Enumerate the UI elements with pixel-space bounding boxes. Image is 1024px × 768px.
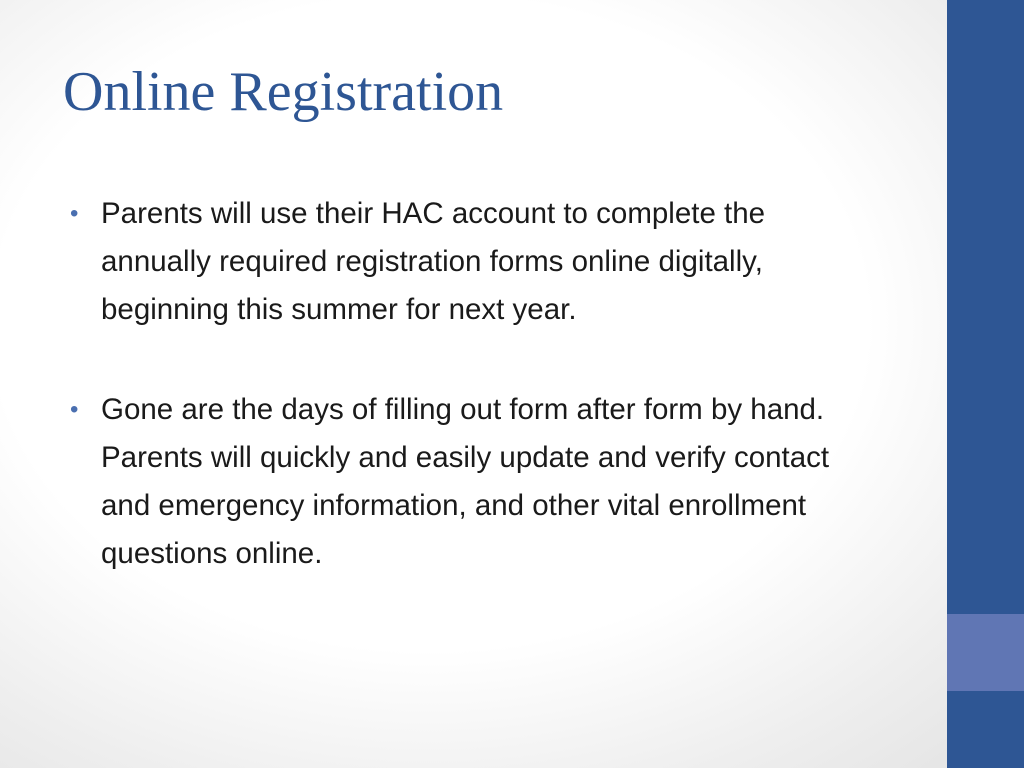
bullet-icon: • — [70, 200, 79, 227]
bullet-item — [70, 190, 870, 334]
side-accent-block — [947, 614, 1024, 691]
bullet-text: Gone are the days of filling out form after form by hand. Parents will quickly and easily update and verify contact and emergency information, and other vital enrollment questions online. — [101, 393, 830, 570]
bullet-list — [70, 190, 870, 630]
bullet-item — [70, 386, 870, 578]
bullet-icon: • — [70, 396, 79, 423]
bullet-text: Parents will use their HAC account to complete the annually required registration forms online digitally, beginning this summer for next year. — [101, 197, 766, 326]
slide-title: Online Registration — [63, 61, 504, 123]
